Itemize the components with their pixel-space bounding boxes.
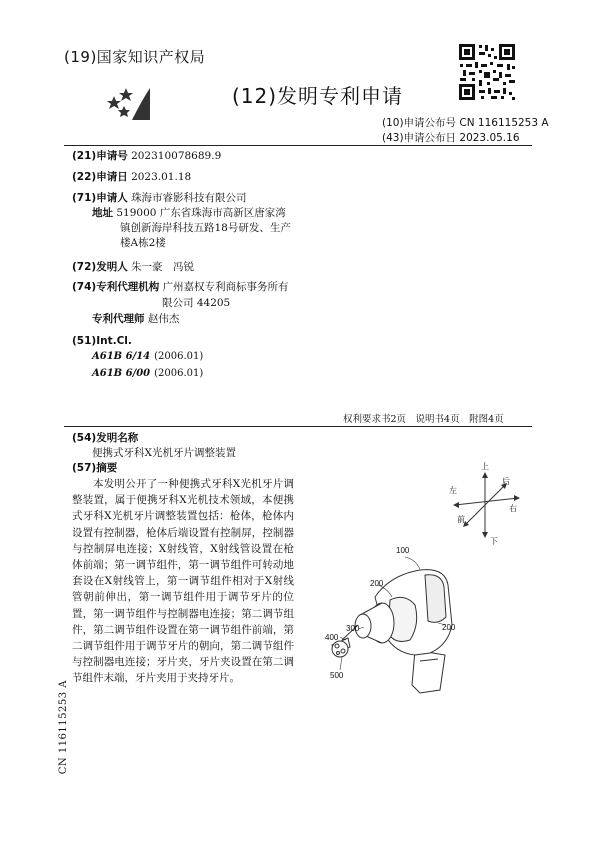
application-number: 202310078689.9	[131, 150, 222, 162]
application-date-row	[72, 170, 191, 185]
application-date-label: (22)申请日	[72, 171, 128, 183]
qr-code	[457, 42, 517, 102]
application-date: 2023.01.18	[131, 171, 192, 183]
dir-front: 前	[457, 515, 465, 524]
figure-label: 300	[346, 624, 360, 633]
dir-down: 下	[490, 537, 498, 546]
application-number-row	[72, 149, 221, 164]
address-label: 地址	[92, 207, 113, 219]
invention-title: 便携式牙科X光机牙片调整装置	[92, 447, 236, 459]
abstract-label: (57)摘要	[72, 462, 118, 474]
publication-number: (10)申请公布号 CN 116115253 A	[382, 117, 549, 129]
applicant: 珠海市睿影科技有限公司	[131, 192, 247, 204]
agent-row	[92, 312, 179, 327]
document-type: (12)发明专利申请	[232, 84, 404, 108]
dir-up: 上	[481, 462, 489, 471]
inventor-label: (72)发明人	[72, 261, 128, 273]
header-divider	[64, 145, 532, 146]
agency-row	[72, 280, 289, 295]
abstract-text: 本发明公开了一种便携式牙科X光机牙片调整装置，属于便携牙科X光机技术领域，本便携式牙科X光机牙片调整装置包括：枪体，枪体内设置有控制器，枪体后端设置有控制屏，控制器与控制屏电连接；X射线管，X射线管设置在枪体前端；第一调节组件，第一调节组件可转动地套设在X射线管上，第一调节组件相对于X射线管朝前伸出，第一调节组件用于调节牙片的位置，第一调节组件与控制器电连接；第二调节组件，第二调节组件设置在第一调节组件前端，第二调节组件用于调节牙片的朝向，第二调节组件与控制器电连接；牙片夹，牙片夹设置在第二调节组件末端，牙片夹用于夹持牙片。	[72, 478, 294, 685]
ipc-version: (2006.01)	[154, 368, 204, 379]
figure-label: 200	[370, 579, 384, 588]
ipc-item	[92, 368, 203, 379]
ipc-item	[92, 351, 203, 362]
ipc-code: A61B 6/00	[92, 368, 151, 379]
ipc-version: (2006.01)	[154, 351, 204, 362]
inventor-row	[72, 260, 194, 275]
dir-left: 左	[449, 486, 457, 495]
side-publication-number: CN 116115253 A	[58, 680, 69, 775]
applicant-row	[72, 191, 247, 206]
xray-device-drawing	[320, 545, 480, 695]
agency-line-1: 广州嘉权专利商标事务所有	[162, 281, 289, 293]
publication-date: (43)申请公布日 2023.05.16	[382, 132, 520, 144]
inventors: 朱一豪 冯锐	[131, 261, 195, 273]
figure-label: 500	[330, 671, 344, 680]
figure-label: 200	[442, 623, 456, 632]
address-line-2: 镇创新海岸科技五路18号研发、生产	[120, 222, 291, 234]
body-divider	[64, 426, 532, 427]
page-count-info: 权利要求书2页 说明书4页 附图4页	[343, 414, 504, 425]
address-line-3: 楼A栋2楼	[120, 237, 166, 249]
applicant-label: (71)申请人	[72, 192, 128, 204]
address-line-1: 519000 广东省珠海市高新区唐家湾	[116, 207, 286, 219]
figure-label: 400	[325, 633, 339, 642]
agent: 赵伟杰	[147, 313, 180, 325]
direction-diagram	[440, 460, 535, 550]
intcl-label: (51)Int.Cl.	[72, 335, 132, 347]
office-name: (19)国家知识产权局	[64, 48, 206, 66]
application-number-label: (21)申请号	[72, 150, 128, 162]
agency-line-2: 限公司 44205	[162, 297, 231, 309]
agency-label: (74)专利代理机构	[72, 281, 160, 293]
dir-back: 后	[502, 477, 510, 486]
title-label: (54)发明名称	[72, 432, 139, 444]
dir-right: 右	[509, 504, 517, 513]
cnipa-logo	[104, 82, 152, 122]
figure-label: 100	[396, 546, 410, 555]
agent-label: 专利代理师	[92, 313, 145, 325]
address-row	[92, 206, 286, 221]
ipc-code: A61B 6/14	[92, 351, 151, 362]
